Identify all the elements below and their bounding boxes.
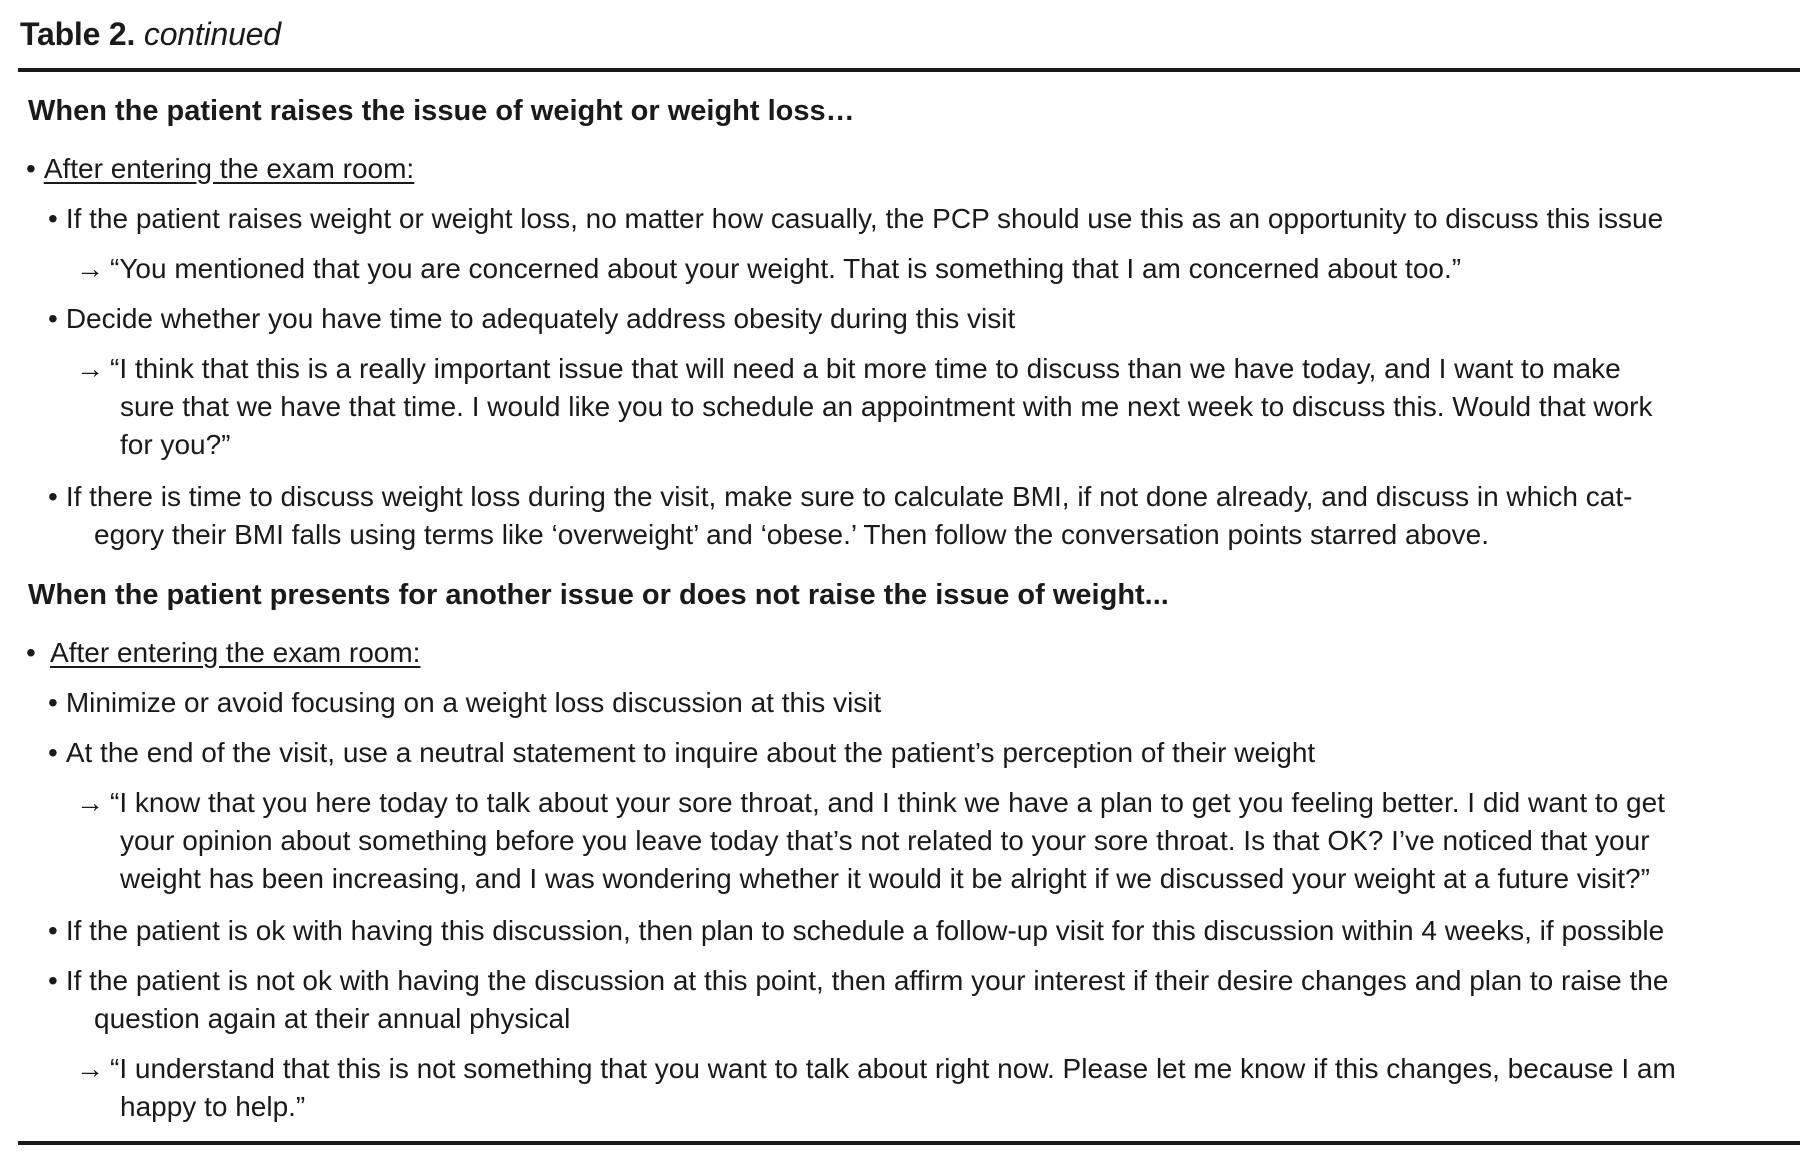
continued-label: continued — [143, 16, 281, 52]
arrow-icon: → — [76, 787, 104, 818]
arrow-icon: → — [76, 1053, 104, 1084]
section-heading: When the patient raises the issue of weight or weight loss… — [28, 95, 855, 127]
bottom-rule — [18, 1141, 1800, 1145]
list-item: • Minimize or avoid focusing on a weight loss discussion at this visit — [48, 687, 882, 718]
step-label: • After entering the exam room: — [26, 637, 421, 668]
list-item: • At the end of the visit, use a neutral statement to inquire about the patient’s perception of their weight — [48, 737, 1316, 768]
list-item: • If the patient is ok with having this discussion, then plan to schedule a follow-up visit for this discussion within 4 weeks, if possible — [48, 915, 1665, 946]
list-item: • If there is time to discuss weight loss during the visit, make sure to calculate BMI, if not done already, and discuss in which cat- egory their BMI falls using terms like ‘overweight’ and ‘obese.’ Then follow the conversation points starred above. — [48, 481, 1633, 550]
arrow-icon: → — [76, 253, 104, 284]
step-label: • After entering the exam room: — [26, 153, 415, 184]
arrow-icon: → — [76, 353, 104, 384]
list-item: • Decide whether you have time to adequately address obesity during this visit — [48, 303, 1016, 334]
section-heading: When the patient presents for another issue or does not raise the issue of weight... — [28, 579, 1169, 611]
list-item: • If the patient is not ok with having the discussion at this point, then affirm your interest if their desire changes and plan to raise the question again at their annual physical — [48, 965, 1669, 1034]
table-body: When the patient raises the issue of weight or weight loss… • After entering the exam room: • If the patient raises weight or weight loss, no matter how casually, the PCP should use this as an opportunity to discuss this issue → “You mentioned that you are concerned about your weight. That is something that I am concerned about too.” • Decide whether you have time to adequately address obesity during this visit → “I think that this is a really important issue that will need a bit more time to discuss than we have today, and I want to make sure that we have that time. I would like you to schedule an appointment with me next week to discuss this. Would that work for you?” • If there is time to discuss weight loss during the visit, make sure to calculate BMI, if not done already, and discuss in which cat- egory their BMI falls using terms like ‘overweight’ and ‘obese.’ Then follow the conversation points starred above. When the patient presents for another issue or does not raise the issue of weight... • After entering the exam room: • Minimize or avoid focusing on a weight loss discussion at this visit • At the end of the visit, use a neutral statement to inquire about the patient’s perception of their weight → “I know that you here today to talk about your sore throat, and I think we have a plan to get you feeling better. I did want to get your opinion about something before you leave today that’s not related to your sore throat. Is that OK? I’ve noticed that your weight has been increasing, and I was wondering whether it would it be alright if we discussed your weight at a future visit?” • If the patient is ok with having this discussion, then plan to schedule a follow-up visit for this discussion within 4 weeks, if possible • If the patient is not ok with having the discussion at this point, then affirm your interest if their desire changes and plan to raise the question again at their annual physical → “I understand that this is not something that you want to talk about right now. Please let me know if this changes, because I am happy to help.” — [0, 0, 1800, 1170]
list-item: • If the patient raises weight or weight loss, no matter how casually, the PCP should use this as an opportunity to discuss this issue — [48, 203, 1664, 234]
table-label: Table 2. — [20, 16, 136, 52]
